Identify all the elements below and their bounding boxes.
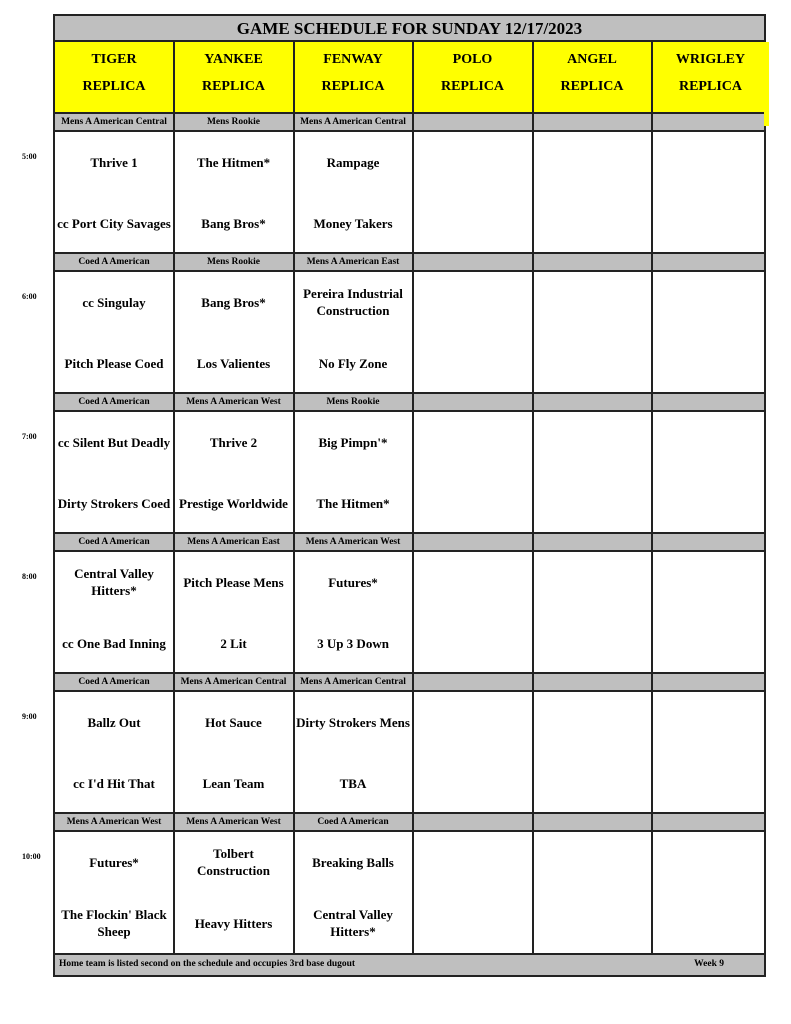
time-label: 9:00 (22, 712, 37, 721)
away-team: The Hitmen* (196, 154, 271, 170)
home-team: Prestige Worldwide (179, 495, 288, 511)
time-label: 5:00 (22, 152, 37, 161)
home-team: cc One Bad Inning (62, 635, 166, 651)
division-label (533, 534, 651, 550)
division-label: Coed A American (78, 537, 150, 547)
division-label: Mens A American East (187, 537, 280, 547)
away-team: Ballz Out (87, 714, 141, 730)
time-label: 6:00 (22, 292, 37, 301)
division-label: Mens A American West (66, 817, 162, 827)
field-name: TIGER (91, 52, 137, 67)
footer-bar (55, 953, 764, 975)
away-team: cc Singulay (82, 294, 146, 310)
division-label: Mens A American Central (61, 117, 167, 127)
home-team: Pitch Please Coed (64, 355, 164, 371)
away-team: Tolbert Construction (197, 846, 270, 878)
field-name: FENWAY (323, 52, 383, 67)
division-label: Mens Rookie (326, 397, 380, 407)
time-label: 7:00 (22, 432, 37, 441)
division-strip (55, 672, 764, 692)
home-team-note: Home team is listed second on the schedule and occupies 3rd base dugout (59, 959, 356, 969)
division-strip (55, 532, 764, 552)
division-label (413, 534, 532, 550)
division-label (533, 254, 651, 270)
field-name: WRIGLEY (675, 52, 746, 67)
home-team: Heavy Hitters (194, 915, 273, 931)
division-strip (55, 392, 764, 412)
division-label (413, 114, 532, 130)
division-label (533, 674, 651, 690)
field-subtitle: REPLICA (678, 79, 742, 94)
home-team: 2 Lit (220, 635, 247, 651)
division-label: Coed A American (78, 397, 150, 407)
home-team: Los Valientes (196, 355, 271, 371)
division-label: Mens Rookie (206, 117, 261, 127)
field-name: ANGEL (567, 52, 617, 67)
division-label: Coed A American (317, 817, 389, 827)
division-label (652, 394, 769, 410)
home-team: Bang Bros* (201, 215, 266, 231)
division-strip (55, 252, 764, 272)
division-label (652, 814, 769, 830)
time-label: 8:00 (22, 572, 37, 581)
away-team: Pitch Please Mens (183, 574, 284, 590)
field-name: POLO (452, 52, 493, 67)
schedule-sheet (53, 14, 766, 977)
division-label (652, 254, 769, 270)
column-divider (412, 42, 414, 955)
division-strip (55, 112, 764, 132)
division-label (533, 114, 651, 130)
away-team: Hot Sauce (205, 714, 262, 730)
away-team: Big Pimpn'* (318, 434, 388, 450)
division-label: Mens A American Central (300, 117, 406, 127)
week-label: Week 9 (694, 959, 724, 969)
away-team: Pereira Industrial Construction (303, 286, 403, 318)
time-label: 10:00 (22, 852, 41, 861)
field-name: YANKEE (204, 52, 263, 67)
away-team: Futures* (89, 854, 139, 870)
home-team: The Flockin' Black Sheep (61, 907, 167, 939)
field-subtitle: REPLICA (201, 79, 265, 94)
division-label (652, 674, 769, 690)
division-label: Mens A American East (306, 257, 400, 267)
division-label: Coed A American (78, 257, 150, 267)
column-divider (651, 42, 653, 955)
home-team: TBA (339, 775, 367, 791)
home-team: cc I'd Hit That (73, 775, 155, 791)
away-team: Dirty Strokers Mens (296, 714, 410, 730)
division-label: Coed A American (78, 677, 150, 687)
division-label: Mens A American West (305, 537, 401, 547)
division-label: Mens A American Central (180, 677, 287, 687)
home-team: Money Takers (313, 215, 393, 231)
field-subtitle: REPLICA (440, 79, 504, 94)
home-team: 3 Up 3 Down (317, 635, 389, 651)
away-team: Bang Bros* (201, 294, 266, 310)
home-team: No Fly Zone (318, 355, 388, 371)
field-subtitle: REPLICA (321, 79, 385, 94)
division-label (413, 814, 532, 830)
away-team: Breaking Balls (312, 854, 394, 870)
away-team: Thrive 2 (209, 434, 258, 450)
field-subtitle: REPLICA (560, 79, 624, 94)
away-team: Central Valley Hitters* (74, 566, 154, 598)
division-label: Mens A American West (186, 397, 281, 407)
home-team: The Hitmen* (316, 495, 390, 511)
division-label (533, 814, 651, 830)
division-label: Mens A American West (186, 817, 281, 827)
division-strip (55, 812, 764, 832)
division-label (413, 394, 532, 410)
division-label: Mens Rookie (206, 257, 261, 267)
division-label (533, 394, 651, 410)
division-label (652, 534, 769, 550)
away-team: cc Silent But Deadly (57, 434, 171, 450)
division-label: Mens A American Central (300, 677, 406, 687)
away-team: Rampage (326, 154, 380, 170)
column-divider (532, 42, 534, 955)
away-team: Thrive 1 (90, 154, 138, 170)
home-team: Dirty Strokers Coed (57, 495, 171, 511)
division-label (413, 254, 532, 270)
away-team: Futures* (328, 574, 378, 590)
home-team: cc Port City Savages (57, 215, 171, 231)
home-team: Central Valley Hitters* (313, 907, 393, 939)
division-label (652, 114, 769, 130)
home-team: Lean Team (202, 775, 265, 791)
field-subtitle: REPLICA (82, 79, 146, 94)
division-label (413, 674, 532, 690)
schedule-title: GAME SCHEDULE FOR SUNDAY 12/17/2023 (55, 16, 764, 42)
